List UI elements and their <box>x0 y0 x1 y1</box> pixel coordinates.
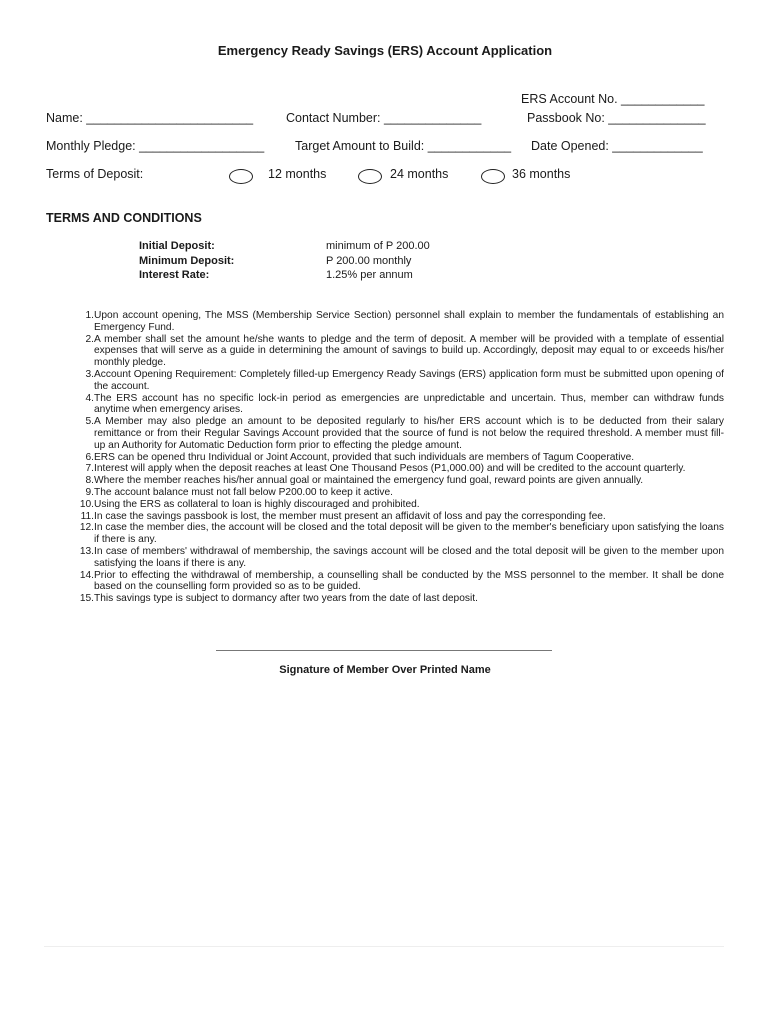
list-item: 9. The account balance must not fall below P200.00 to keep it active. <box>85 486 394 498</box>
terms-heading: TERMS AND CONDITIONS <box>46 211 202 225</box>
contact-number-field[interactable]: Contact Number: ______________ <box>286 111 482 125</box>
list-item: 2. A member shall set the amount he/she wants to pledge and the term of deposit. A member will be provided with a template of essential expenses that will serve as a guide in determining the amount of savings to build up. Accordingly, deposit may equal to or exceeds his/her monthly pledge. <box>85 333 724 369</box>
list-item: 5. A Member may also pledge an amount to be deposited regularly to his/her ERS account which is to be deducted from their salary remittance or from their Regular Savings Account provided that the source of fund is not below the required threshold. A member must fill-up an Authority for Automatic Deduction form prior to effecting the pledge amount. <box>85 416 724 451</box>
list-item: 3. Account Opening Requirement: Completely filled-up Emergency Ready Savings (ERS) application form must be submitted upon opening of the account. <box>85 368 724 392</box>
signature-line[interactable] <box>216 650 552 651</box>
summary-label-minimum: Minimum Deposit: <box>139 255 235 267</box>
option-24-months-label: 24 months <box>390 167 449 181</box>
date-opened-field[interactable]: Date Opened: _____________ <box>531 139 703 153</box>
list-item: 7. Interest will apply when the deposit reaches at least One Thousand Pesos (P1,000.00) and will be credited to the account quarterly. <box>85 463 686 475</box>
monthly-pledge-field[interactable]: Monthly Pledge: __________________ <box>46 139 265 153</box>
summary-value-minimum: P 200.00 monthly <box>326 255 412 267</box>
terms-list <box>44 310 724 605</box>
summary-label-interest: Interest Rate: <box>139 269 210 281</box>
ers-account-no-field[interactable]: ERS Account No. ____________ <box>521 92 705 106</box>
list-item: 10. Using the ERS as collateral to loan is highly discouraged and prohibited. <box>79 498 420 510</box>
list-item: 4. The ERS account has no specific lock-in period as emergencies are unpredictable and uncertain. Thus, member can withdraw funds anytime when emergency arises. <box>85 392 724 416</box>
list-item: 13. In case of members' withdrawal of membership, the savings account will be closed and the total deposit will be given to the member upon satisfying the loans if there is any. <box>79 545 724 569</box>
list-item: 15. This savings type is subject to dormancy after two years from the date of last deposit. <box>79 593 478 605</box>
option-24-months-radio[interactable] <box>358 169 382 184</box>
signature-label: Signature of Member Over Printed Name <box>279 664 491 676</box>
list-item: 8. Where the member reaches his/her annual goal or maintained the emergency fund goal, reward points are given annually. <box>85 475 644 487</box>
option-36-months-radio[interactable] <box>481 169 505 184</box>
list-item: 6. ERS can be opened thru Individual or Joint Account, provided that such individuals are members of Tagum Cooperative. <box>85 451 635 463</box>
option-12-months-radio[interactable] <box>229 169 253 184</box>
target-amount-field[interactable]: Target Amount to Build: ____________ <box>295 139 512 153</box>
list-item: 1. Upon account opening, The MSS (Membership Service Section) personnel shall explain to member the fundamentals of establishing an Emergency Fund. <box>85 310 724 333</box>
passbook-no-field[interactable]: Passbook No: ______________ <box>527 111 706 125</box>
document-title: Emergency Ready Savings (ERS) Account Application <box>217 43 553 58</box>
summary-value-initial: minimum of P 200.00 <box>326 240 430 252</box>
footer-divider <box>44 946 724 947</box>
summary-label-initial: Initial Deposit: <box>139 240 215 252</box>
summary-value-interest: 1.25% per annum <box>326 269 413 281</box>
name-field[interactable]: Name: ________________________ <box>46 111 254 125</box>
list-item: 14. Prior to effecting the withdrawal of membership, a counselling shall be conducted by the MSS personnel to the member. It shall be done based on the counselling form provided so as to be guided. <box>79 569 724 593</box>
list-item: 11. In case the savings passbook is lost, the member must present an affidavit of loss and pay the corresponding fee. <box>80 510 606 522</box>
list-item: 12. In case the member dies, the account will be closed and the total deposit will be given to the member's beneficiary upon satisfying the loans if there is any. <box>79 522 724 546</box>
option-12-months-label: 12 months <box>268 167 327 181</box>
option-36-months-label: 36 months <box>512 167 571 181</box>
terms-of-deposit-label: Terms of Deposit: <box>46 167 144 181</box>
